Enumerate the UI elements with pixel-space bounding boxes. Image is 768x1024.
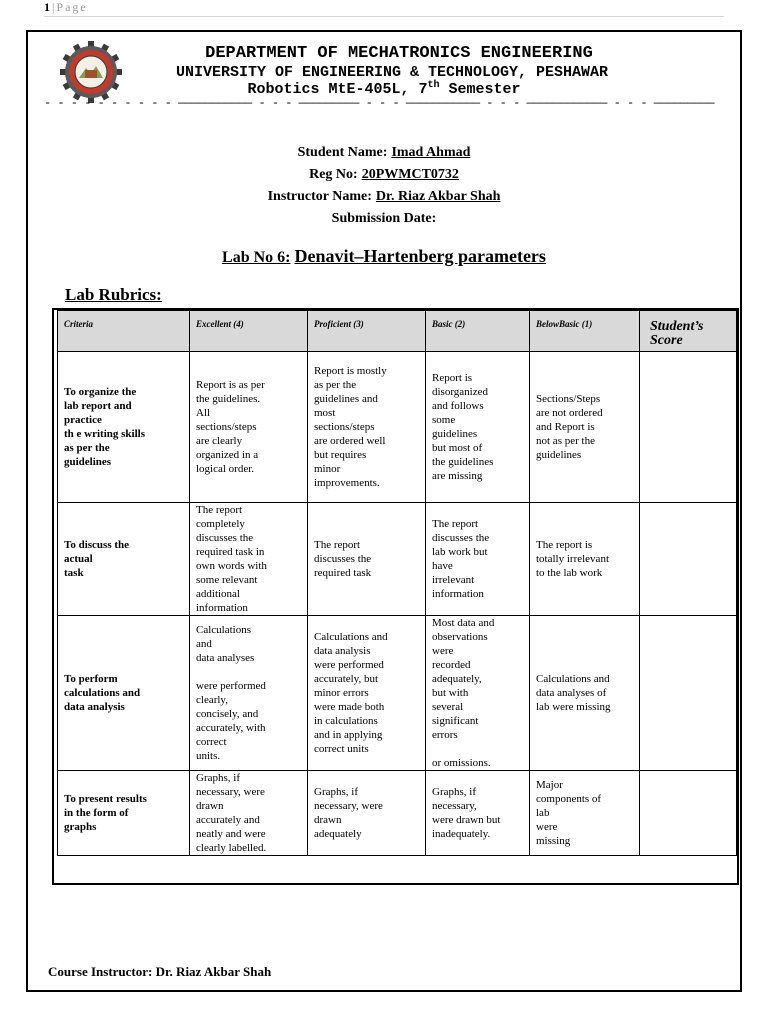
below-basic-cell: Major components of lab were missing [530, 771, 640, 856]
proficient-cell: Report is mostly as per the guidelines and most sections/steps are ordered well but requires minor improvements. [308, 352, 426, 503]
criteria-cell: To present results in the form of graphs [58, 771, 190, 856]
excellent-cell: Graphs, if necessary, were drawn accurately and neatly and were clearly labelled. [190, 771, 308, 856]
reg-no-line [0, 167, 768, 183]
lab-number: Lab No 6: [222, 249, 291, 266]
header-excellent: Excellent (4) [190, 311, 308, 352]
course-ordinal: th [427, 80, 440, 91]
header-rule [44, 16, 724, 17]
proficient-cell: Calculations and data analysis were performed accurately, but minor errors were made both in calculations and in applying correct units [308, 616, 426, 771]
proficient-cell: The report discusses the required task [308, 503, 426, 616]
below-basic-cell: Calculations and data analyses of lab were missing [530, 616, 640, 771]
criteria-cell: To organize the lab report and practice th e writing skills as per the guidelines [58, 352, 190, 503]
lab-title [0, 246, 768, 267]
page-number-value: 1 [44, 0, 50, 14]
page-number [44, 0, 88, 15]
header-proficient: Proficient (3) [308, 311, 426, 352]
submission-label: Submission Date: [331, 211, 437, 226]
score-cell [640, 352, 737, 503]
student-name-line [0, 145, 768, 161]
university-title: UNIVERSITY OF ENGINEERING & TECHNOLOGY, PESHAWAR [175, 64, 609, 81]
below-basic-cell: The report is totally irrelevant to the lab work [530, 503, 640, 616]
below-basic-cell: Sections/Steps are not ordered and Report is not as per the guidelines [530, 352, 640, 503]
submission-line [0, 211, 768, 227]
instructor-value: Dr. Riaz Akbar Shah [375, 189, 501, 204]
header-basic: Basic (2) [426, 311, 530, 352]
basic-cell: Graphs, if necessary, were drawn but inadequately. [426, 771, 530, 856]
header-below-basic: BelowBasic (1) [530, 311, 640, 352]
table-header-row [58, 311, 737, 352]
student-name-value: Imad Ahmad [391, 145, 471, 160]
excellent-cell: The report completely discusses the required task in own words with some relevant additional information [190, 503, 308, 616]
table-row [58, 503, 737, 616]
instructor-line [0, 189, 768, 205]
table-row [58, 352, 737, 503]
criteria-cell: To discuss the actual task [58, 503, 190, 616]
proficient-cell: Graphs, if necessary, were drawn adequately [308, 771, 426, 856]
excellent-cell: Calculations and data analyses were performed clearly, concisely, and accurately, with correct units. [190, 616, 308, 771]
page-separator: | [52, 0, 55, 14]
department-title: DEPARTMENT OF MECHATRONICS ENGINEERING [205, 44, 593, 63]
reg-no-label: Reg No: [309, 167, 358, 182]
rubric-table [57, 310, 737, 856]
rubrics-heading: Lab Rubrics: [65, 285, 162, 304]
course-semester: Semester [439, 81, 521, 98]
basic-cell: Most data and observations were recorded adequately, but with several significant errors or omissions. [426, 616, 530, 771]
score-cell [640, 616, 737, 771]
course-instructor-footer: Course Instructor: Dr. Riaz Akbar Shah [48, 964, 272, 979]
basic-cell: Report is disorganized and follows some guidelines but most of the guidelines are missing [426, 352, 530, 503]
criteria-cell: To perform calculations and data analysis [58, 616, 190, 771]
course-name: Robotics MtE-405L, 7 [247, 81, 428, 98]
student-name-label: Student Name: [297, 145, 388, 160]
page-word: Page [56, 0, 88, 14]
table-row [58, 616, 737, 771]
lab-name: Denavit–Hartenberg parameters [294, 246, 546, 266]
table-row [58, 771, 737, 856]
score-cell [640, 503, 737, 616]
header-score: Student’s Score [640, 311, 737, 352]
excellent-cell: Report is as per the guidelines. All sections/steps are clearly organized in a logical order. [190, 352, 308, 503]
header-criteria: Criteria [58, 311, 190, 352]
score-cell [640, 771, 737, 856]
reg-no-value: 20PWMCT0732 [361, 167, 459, 182]
dash-separator: - - - - - - - - - - ——————————— - - - ————————— - - - ——————————— - - - ———————————— - - - ————————— [44, 96, 715, 110]
instructor-label: Instructor Name: [267, 189, 372, 204]
basic-cell: The report discusses the lab work but have irrelevant information [426, 503, 530, 616]
